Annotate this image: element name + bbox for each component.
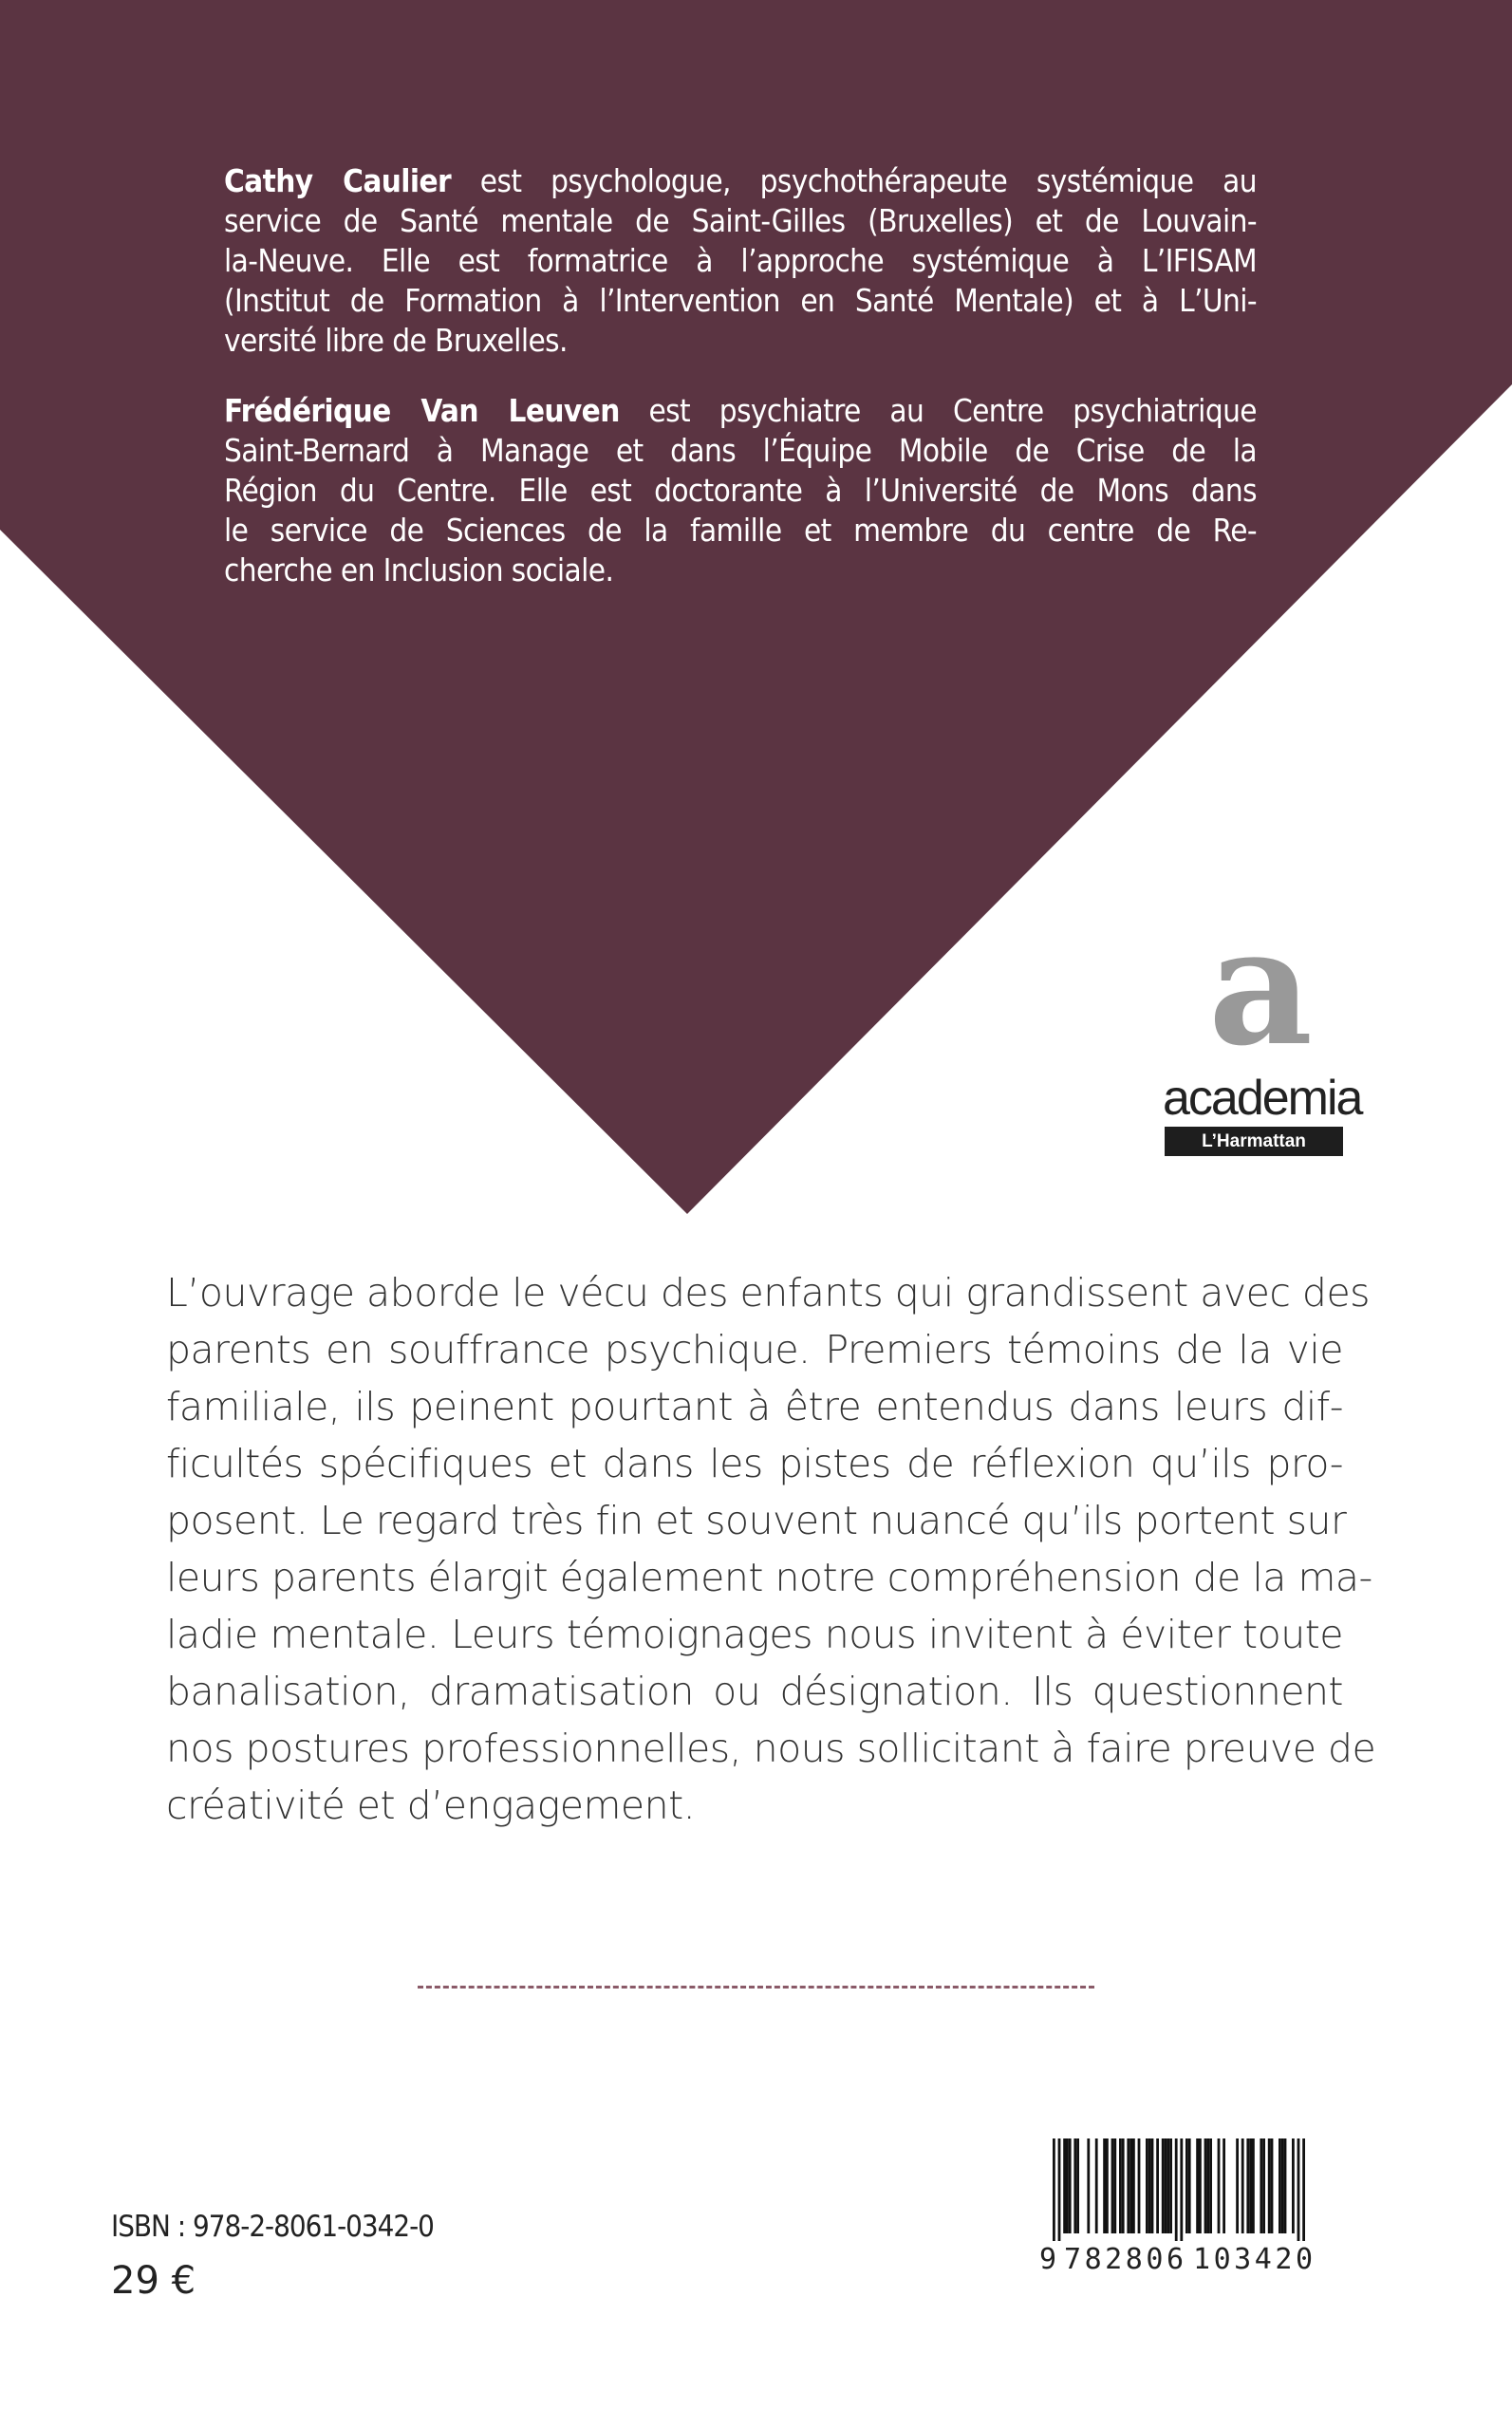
barcode-bar <box>1127 2138 1129 2233</box>
barcode-bar <box>1284 2138 1287 2233</box>
barcode-bar <box>1223 2138 1225 2233</box>
barcode-bar <box>1246 2138 1249 2233</box>
barcode-bar <box>1103 2138 1106 2233</box>
barcode-bar <box>1271 2138 1274 2233</box>
author-name: Frédérique Van Leuven <box>224 392 620 429</box>
barcode-bar <box>1146 2138 1148 2233</box>
barcode-bar <box>1249 2138 1252 2233</box>
bio-line <box>224 391 1257 431</box>
barcode-bar <box>1113 2138 1116 2233</box>
dashed-divider <box>418 1986 1094 1989</box>
barcode-bar <box>1206 2138 1209 2233</box>
barcode-bar <box>1218 2138 1221 2233</box>
isbn-text: ISBN : 978-2-8061-0342-0 <box>111 2210 434 2244</box>
summary-line: parents en souffrance psychique. Premiers témoins de la vie <box>166 1327 1343 1373</box>
ean-barcode <box>1039 2136 1324 2278</box>
barcode-bar <box>1069 2138 1072 2233</box>
barcode-bar <box>1087 2138 1090 2233</box>
bio-line: Saint-Bernard à Manage et dans l’Équipe Mobile de Crise de la <box>224 432 1257 469</box>
barcode-bar <box>1119 2138 1122 2233</box>
summary-line: L’ouvrage aborde le vécu des enfants qui grandissent avec des <box>166 1270 1371 1316</box>
barcode-bar <box>1292 2138 1295 2233</box>
author-name: Cathy Caulier <box>224 162 452 199</box>
summary-line: ladie mentale. Leurs témoignages nous invitent à éviter toute <box>166 1612 1343 1657</box>
barcode-bar <box>1063 2138 1066 2233</box>
logo-letter: a <box>1208 892 1314 1082</box>
barcode-bar <box>1260 2138 1262 2233</box>
barcode-bar <box>1297 2138 1300 2241</box>
barcode-bar <box>1185 2138 1188 2233</box>
summary-line: leurs parents élargit également notre compréhension de la ma- <box>166 1555 1372 1600</box>
bio-text: est psychiatre au Centre psychiatrique <box>619 392 1257 429</box>
barcode-bar <box>1106 2138 1109 2233</box>
bio-line: service de Santé mentale de Saint-Gilles (Bruxelles) et de Louvain- <box>224 202 1257 239</box>
barcode-bar <box>1252 2138 1255 2233</box>
barcode-bar <box>1241 2138 1244 2233</box>
barcode-bar <box>1167 2138 1169 2233</box>
author-bio-frederique-van-leuven <box>224 391 1257 590</box>
barcode-bar <box>1129 2138 1132 2233</box>
price-text: 29 € <box>111 2259 196 2303</box>
barcode-digits-right: 103420 <box>1193 2243 1313 2276</box>
barcode-bar <box>1196 2138 1199 2233</box>
bio-line <box>224 161 1257 201</box>
summary-line: familiale, ils peinent pourtant à être entendus dans leurs dif- <box>166 1384 1343 1429</box>
barcode-bar <box>1162 2138 1165 2233</box>
bio-line: (Institut de Formation à l’Intervention en Santé Mentale) et à L’Uni- <box>224 282 1257 319</box>
academia-harmattan-logo <box>1163 892 1362 1158</box>
barcode-bar <box>1199 2138 1202 2233</box>
summary-line: posent. Le regard très fin et souvent nuancé qu’ils portent sur <box>166 1498 1347 1543</box>
barcode-bar <box>1180 2138 1183 2241</box>
bio-line: Région du Centre. Elle est doctorante à l’Université de Mons dans <box>224 472 1257 509</box>
barcode-bar <box>1122 2138 1125 2233</box>
barcode-bar <box>1236 2138 1239 2233</box>
barcode-bar <box>1076 2138 1079 2233</box>
barcode-bar <box>1111 2138 1114 2233</box>
logo-subtitle: L’Harmattan <box>1165 1127 1343 1156</box>
barcode-bar <box>1151 2138 1154 2233</box>
bio-line: la-Neuve. Elle est formatrice à l’approche systémique à L’IFISAM <box>224 242 1257 279</box>
summary-line: banalisation, dramatisation ou désignation. Ils questionnent <box>166 1669 1343 1714</box>
barcode-bar <box>1073 2138 1076 2233</box>
barcode-bar <box>1138 2138 1141 2233</box>
barcode-digits-left: 782806 <box>1064 2243 1184 2276</box>
barcode-bar <box>1262 2138 1265 2233</box>
barcode-bar <box>1169 2138 1172 2233</box>
barcode-bar <box>1058 2138 1061 2241</box>
barcode-bar <box>1204 2138 1207 2233</box>
summary-line: ficultés spécifiques et dans les pistes de réflexion qu’ils pro- <box>166 1441 1343 1486</box>
barcode-bar <box>1148 2138 1151 2233</box>
summary-line: nos postures professionnelles, nous sollicitant à faire preuve de <box>166 1726 1376 1771</box>
barcode-bar <box>1095 2138 1098 2233</box>
barcode-bar <box>1132 2138 1135 2233</box>
barcode-bar <box>1156 2138 1159 2233</box>
bio-line: le service de Sciences de la famille et membre du centre de Re- <box>224 512 1257 549</box>
author-bio-cathy-caulier <box>224 161 1257 361</box>
barcode-bar <box>1209 2138 1212 2233</box>
barcode-bar <box>1281 2138 1284 2233</box>
bio-line: versité libre de Bruxelles. <box>224 322 568 359</box>
barcode-bar <box>1188 2138 1191 2233</box>
bio-line: cherche en Inclusion sociale. <box>224 551 614 588</box>
barcode-bar <box>1268 2138 1271 2233</box>
barcode-bar <box>1053 2138 1055 2241</box>
bio-text: est psychologue, psychothérapeute systémique au <box>451 162 1257 199</box>
summary-line: créativité et d’engagement. <box>166 1783 696 1828</box>
barcode-bar <box>1175 2138 1178 2241</box>
barcode-bar <box>1165 2138 1167 2233</box>
barcode-bar <box>1066 2138 1069 2233</box>
barcode-bar <box>1279 2138 1281 2233</box>
barcode-digit-first: 9 <box>1039 2243 1057 2276</box>
barcode-bar <box>1302 2138 1305 2241</box>
book-summary <box>166 1264 1376 1834</box>
logo-word: academia <box>1163 1071 1362 1126</box>
